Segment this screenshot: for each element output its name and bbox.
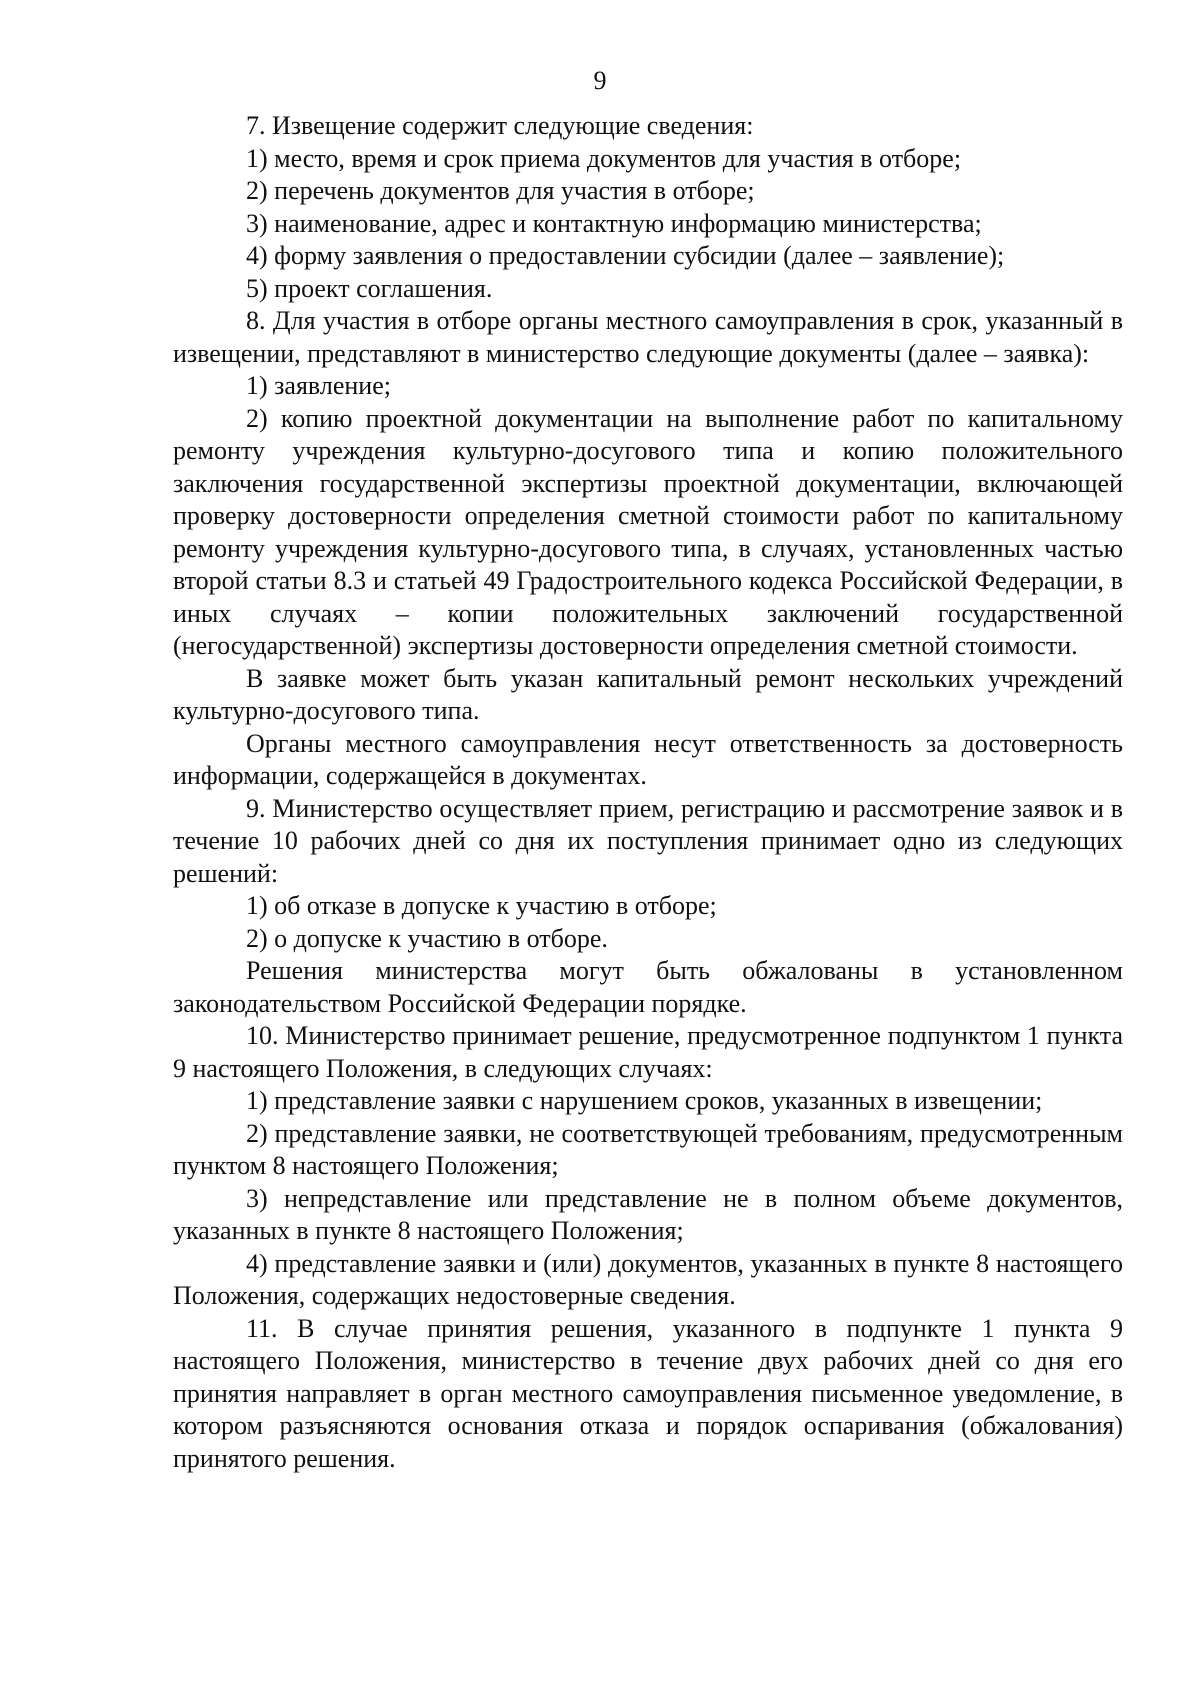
- paragraph-10: 10. Министерство принимает решение, предусмотренное подпунктом 1 пункта 9 настоящего Положения, в следующих случаях:: [173, 1021, 1123, 1083]
- list-item-8-1: 1) заявление;: [246, 371, 391, 400]
- list-item-10-2: 2) представление заявки, не соответствующей требованиям, предусмотренным пунктом 8 настоящего Положения;: [173, 1118, 1123, 1180]
- list-item-9-1: 1) об отказе в допуске к участию в отборе;: [246, 891, 717, 920]
- paragraph-8-note-1: В заявке может быть указан капитальный ремонт нескольких учреждений культурно-досугового типа.: [173, 663, 1123, 725]
- paragraph-11: 11. В случае принятия решения, указанного в подпункте 1 пункта 9 настоящего Положения, министерство в течение двух рабочих дней со дня его принятия направляет в орган местного самоуправления письменное уведомление, в котором разъясняются основания отказа и порядок оспаривания (обжалования) принятого решения.: [173, 1313, 1123, 1473]
- document-body: [173, 110, 1123, 1475]
- paragraph-9-note: Решения министерства могут быть обжалованы в установленном законодательством Российской Федерации порядке.: [173, 956, 1123, 1018]
- paragraph-8-note-2: Органы местного самоуправления несут ответственность за достоверность информации, содержащейся в документах.: [173, 728, 1123, 790]
- list-item-7-4: 4) форму заявления о предоставлении субсидии (далее – заявление);: [246, 241, 1005, 270]
- paragraph-9: 9. Министерство осуществляет прием, регистрацию и рассмотрение заявок и в течение 10 рабочих дней со дня их поступления принимает одно из следующих решений:: [173, 793, 1123, 888]
- list-item-7-1: 1) место, время и срок приема документов для участия в отборе;: [246, 143, 962, 173]
- paragraph-7: 7. Извещение содержит следующие сведения:: [246, 111, 754, 140]
- list-item-7-3: 3) наименование, адрес и контактную информацию министерства;: [246, 208, 982, 238]
- list-item-7-5: 5) проект соглашения.: [246, 273, 493, 303]
- list-item-10-1: 1) представление заявки с нарушением сроков, указанных в извещении;: [246, 1086, 1043, 1115]
- list-item-10-4: 4) представление заявки и (или) документов, указанных в пункте 8 настоящего Положения, содержащих недостоверные сведения.: [173, 1248, 1123, 1310]
- list-item-7-2: 2) перечень документов для участия в отборе;: [246, 176, 755, 205]
- list-item-8-2: 2) копию проектной документации на выполнение работ по капитальному ремонту учреждения культурно-досугового типа и копию положительного заключения государственной экспертизы проектной документации, включающей проверку достоверности определения сметной стоимости работ по капитальному ремонту учреждения культурно-досугового типа, в случаях, установленных частью второй статьи 8.3 и статьей 49 Градостроительного кодекса Российской Федерации, в иных случаях – копии положительных заключений государственной (негосударственной) экспертизы достоверности определения сметной стоимости.: [173, 403, 1123, 660]
- list-item-10-3: 3) непредставление или представление не в полном объеме документов, указанных в пункте 8 настоящего Положения;: [173, 1183, 1123, 1245]
- paragraph-8: 8. Для участия в отборе органы местного самоуправления в срок, указанный в извещении, представляют в министерство следующие документы (далее – заявка):: [173, 306, 1123, 368]
- list-item-9-2: 2) о допуске к участию в отборе.: [246, 923, 608, 953]
- page-number: 9: [593, 66, 607, 95]
